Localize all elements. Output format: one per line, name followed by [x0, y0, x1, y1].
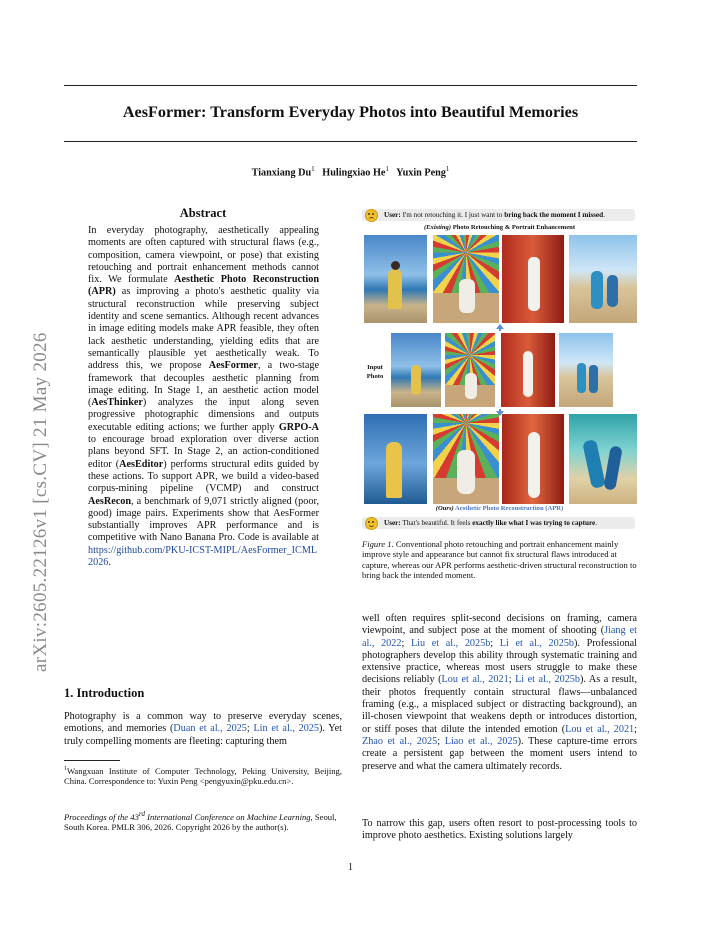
photo-ours-1 — [364, 414, 427, 504]
user-bubble-top: User: I'm not retouching it. I just want to bring back the moment I missed. — [362, 209, 635, 221]
photo-ours-3 — [502, 414, 564, 504]
intro-body: Photography is a common way to preserve everyday scenes, emotions, and memories (Duan et al., 2025; Lin et al., 2025). Yet truly compelling moments are fleeting: capturing them — [64, 711, 342, 747]
photo-existing-3 — [502, 235, 564, 323]
photo-existing-2 — [433, 235, 499, 323]
arxiv-identifier-text: arXiv:2605.22126v1 [cs.CV] 21 May 2026 — [30, 332, 51, 672]
affiliation-footnote: $^1$Wangxuan Institute of Computer Technology, Peking University, Beijing, China. Correspondence to: Yuxin Peng <pengyuxin@pku.edu.cn>. — [64, 765, 342, 787]
existing-methods-label: (Existing) Photo Retouching & Portrait Enhancement — [423, 224, 576, 231]
citation-link[interactable]: Lou et al., 2021 — [565, 723, 635, 735]
author-name: Yuxin Peng — [396, 167, 446, 179]
happy-face-icon — [365, 517, 378, 530]
citation-link[interactable]: Lou et al., 2021 — [441, 674, 509, 686]
input-photo-3 — [501, 333, 555, 407]
user-bubble-bottom: User: That's beautiful. It feels exactly like what I was trying to capture. — [362, 517, 635, 529]
affiliation-mark: 1 — [311, 165, 315, 173]
author-name: Tianxiang Du — [251, 167, 312, 179]
photo-existing-1 — [364, 235, 427, 323]
abstract-heading: Abstract — [179, 206, 227, 220]
figure-caption: Figure 1. Conventional photo retouching and portrait enhancement mainly improve style and appearance but cannot fix structural flaws introduced at capture, whereas our APR performs aesthetic-driven structural reconstruction to bring back the intended moment. — [362, 539, 637, 581]
citation-link[interactable]: Zhao et al., 2025 — [362, 735, 438, 747]
input-photo-2 — [445, 333, 495, 407]
citation-link[interactable]: Liu et al., 2025b — [410, 637, 491, 649]
title-bottom-rule — [64, 141, 637, 142]
top-rule — [64, 85, 637, 86]
photo-ours-4 — [569, 414, 637, 504]
ours-apr-label: (Ours) Aesthetic Photo Reconstruction (APR) — [435, 505, 564, 512]
input-photo-1 — [391, 333, 441, 407]
photo-ours-2 — [433, 414, 499, 504]
affiliation-mark: 1 — [445, 165, 450, 173]
input-photo-4 — [559, 333, 613, 407]
arxiv-identifier-stamp — [10, 252, 60, 672]
abstract-body: In everyday photography, aesthetically appealing moments are often captured with structural flaws (e.g., composition, camera viewpoint, or pose) that existing retouching and portrait enhancement methods cannot fix. We formulate Aesthetic Photo Reconstruction (APR) as improving a photo's aesthetic quality via structural reconstruction while preserving subject identity and scene semantics. Although recent advances in image editing models make APR feasible, they often lack aesthetic understanding, yielding edits that are semantically plausible yet aesthetically weak. To address this, we propose AesFormer, a two-stage framework that decouples aesthetic planning from image editing. In Stage 1, an aesthetic action model (AesThinker) analyzes the input along seven progressive photographic dimensions and outputs executable editing actions; we further apply GRPO-A to encourage broad exploration over diverse action plans beyond SFT. In Stage 2, an action-conditioned editor (AesEditor) performs structural edits guided by these actions. To support APR, we build a video-based corpus-mining pipeline (VCMP) and construct AesRecon, a benchmark of 9,071 strictly aligned (poor, good) image pairs. Experiments show that AesFormer substantially improves APR performance and is competitive with Nano Banana Pro. Code is available at https://github.com/PKU-ICST-MIPL/AesFormer_ICML2026. — [88, 225, 320, 569]
code-link[interactable]: https://github.com/PKU-ICST-MIPL/AesFormer_ICML2026 — [88, 544, 318, 569]
photo-existing-4 — [569, 235, 637, 323]
input-photo-label: Input Photo — [366, 364, 384, 380]
figure-1 — [362, 206, 637, 530]
sad-face-icon — [365, 209, 378, 222]
citation-link[interactable]: Li et al., 2025b — [499, 637, 575, 649]
intro-body-continued: well often requires split-second decisions on framing, camera viewpoint, and subject pose at the moment of shooting (Jiang et al., 2022; Liu et al., 2025b; Li et al., 2025b). Professional photographers develop this ability through systematic training and extensive practice, whereas most users struggle to make these decisions reliably (Lou et al., 2021; Li et al., 2025b). As a result, their photos frequently contain structural flaws—unbalanced framing (e.g., a misplaced subject or distracting background), an ill-chosen viewpoint that weakens depth or introduces distortion, or stiff poses that dilute the intended emotion (Lou et al., 2021; Zhao et al., 2025; Liao et al., 2025). These capture-time errors create a persistent gap between the moment users intend to preserve and what the camera ultimately records. — [362, 613, 638, 772]
arrow-up-icon — [496, 324, 504, 329]
citation-link[interactable]: Duan et al., 2025 — [173, 723, 247, 735]
footnote-rule — [64, 760, 120, 761]
author-name: Hulingxiao He — [322, 167, 386, 179]
author-list — [64, 165, 637, 178]
paper-title: AesFormer: Transform Everyday Photos into Beautiful Memories — [122, 103, 579, 121]
citation-link[interactable]: Liao et al., 2025 — [444, 735, 518, 747]
citation-link[interactable]: Lin et al., 2025 — [253, 723, 319, 735]
intro-paragraph-2: To narrow this gap, users often resort to post-processing tools to improve photo aesthetics. Existing solutions largely — [362, 818, 637, 842]
citation-link[interactable]: Li et al., 2025b — [515, 674, 580, 686]
citation-link[interactable]: Jiang et al., 2022 — [362, 625, 637, 649]
intro-heading: 1. Introduction — [64, 686, 145, 700]
proceedings-note: Proceedings of the 43rd International Conference on Machine Learning, Seoul, South Korea. PMLR 306, 2026. Copyright 2026 by the author(s). — [64, 810, 337, 833]
page-number: 1 — [348, 862, 353, 873]
affiliation-mark: 1 — [385, 165, 389, 173]
